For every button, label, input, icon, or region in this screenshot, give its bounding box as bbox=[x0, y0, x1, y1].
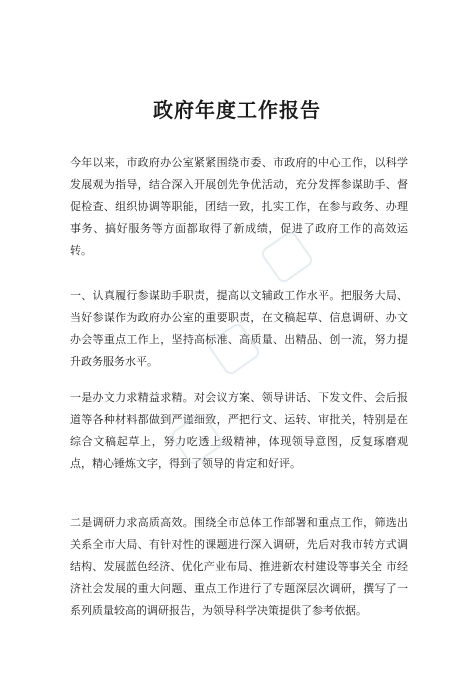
paragraph-point-two: 二是调研力求高质高效。围绕全市总体工作部署和重点工作，筛选出关系全市大局、有针对性的课题进行深入调研，先后对我市转方式调结构、发展蓝色经济、优化产业布局、推进新农村建设等事关全 市经济社会发展的重大问题、重点工作进行了专题深层次调研，撰写了一系列质量较高的调研报告，为领导科学决策提供了参考依据。 bbox=[70, 516, 408, 617]
paragraph-section-one: 一、认真履行参谋助手职责，提高以文辅政工作水平。把服务大局、当好参谋作为政府办公室的重要职责，在文稿起草、信息调研、办文办会等重点工作上，坚持高标准、高质量、出精品、创一流，努力提升政务服务水平。 bbox=[70, 289, 408, 368]
document-title: 政府年度工作报告 bbox=[153, 98, 321, 122]
paragraph-intro: 今年以来，市政府办公室紧紧围绕市委、市政府的中心工作，以科学发展观为指导，结合深入开展创先争优活动，充分发挥参谋助手、督促检查、组织协调等职能，团结一致，扎实工作，在参与政务、办理事务、搞好服务等方面都取得了新成绩，促进了政府工作的高效运转。 bbox=[70, 156, 408, 257]
paragraph-point-one: 一是办文力求精益求精。对会议方案、领导讲话、下发文件、会后报道等各种材料都做到严谨细致，严把行文、运转、审批关，特别是在综合文稿起草上，努力吃透上级精神，体现领导意图，反复琢磨观点，精心锤炼文字，得到了领导的肯定和好评。 bbox=[70, 391, 408, 470]
